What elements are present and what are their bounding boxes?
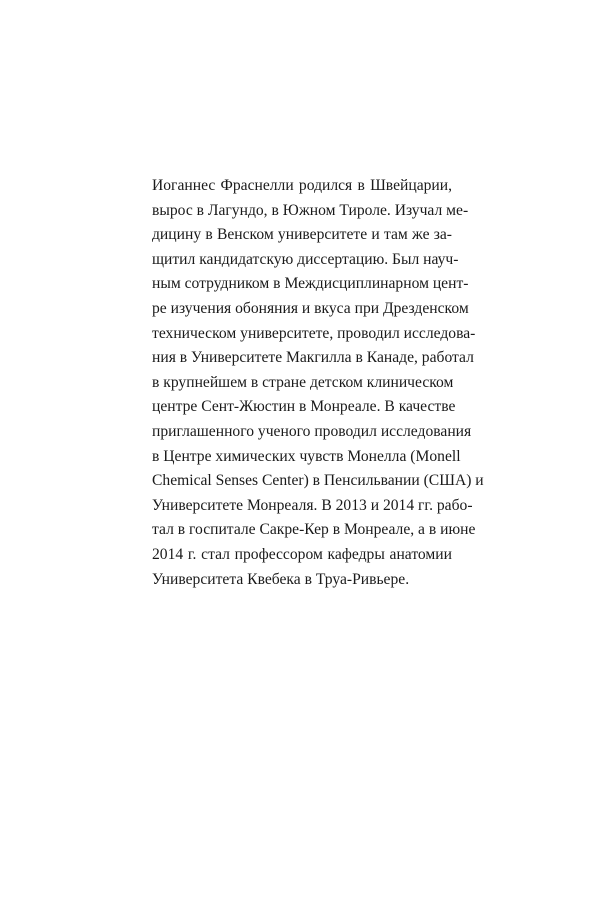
biography-line: центре Сент-Жюстин в Монреале. В качестве	[152, 398, 456, 416]
biography-line: техническом университете, проводил исследова-	[152, 324, 476, 342]
biography-line: ре изучения обоняния и вкуса при Дрезденском	[152, 299, 469, 317]
biography-line: дицину в Венском университете и там же за-	[152, 226, 452, 244]
biography-line: тал в госпитале Сакре-Кер в Монреале, а в июне	[152, 521, 476, 539]
biography-line: Иоганнес Фраснелли родился в Швейцарии,	[152, 177, 452, 194]
biography-line: Chemical Senses Center) в Пенсильвании (США) и	[152, 472, 484, 490]
biography-line: ным сотрудником в Междисциплинарном цент-	[152, 275, 469, 293]
author-biography	[152, 174, 484, 592]
biography-line: Университета Квебека в Труа-Ривьере.	[152, 570, 410, 588]
biography-line: 2014 г. стал профессором кафедры анатомии	[152, 545, 452, 563]
biography-line: в крупнейшем в стране детском клиническом	[152, 373, 454, 391]
biography-line: Университете Монреаля. В 2013 и 2014 гг. рабо-	[152, 496, 473, 514]
biography-line: ния в Университете Макгилла в Канаде, работал	[152, 349, 474, 367]
biography-line: в Центре химических чувств Монелла (Monell	[152, 447, 461, 465]
biography-line: приглашенного ученого проводил исследования	[152, 422, 472, 440]
biography-line: вырос в Лагундо, в Южном Тироле. Изучал ме-	[152, 201, 469, 219]
biography-line: щитил кандидатскую диссертацию. Был науч-	[152, 250, 459, 268]
